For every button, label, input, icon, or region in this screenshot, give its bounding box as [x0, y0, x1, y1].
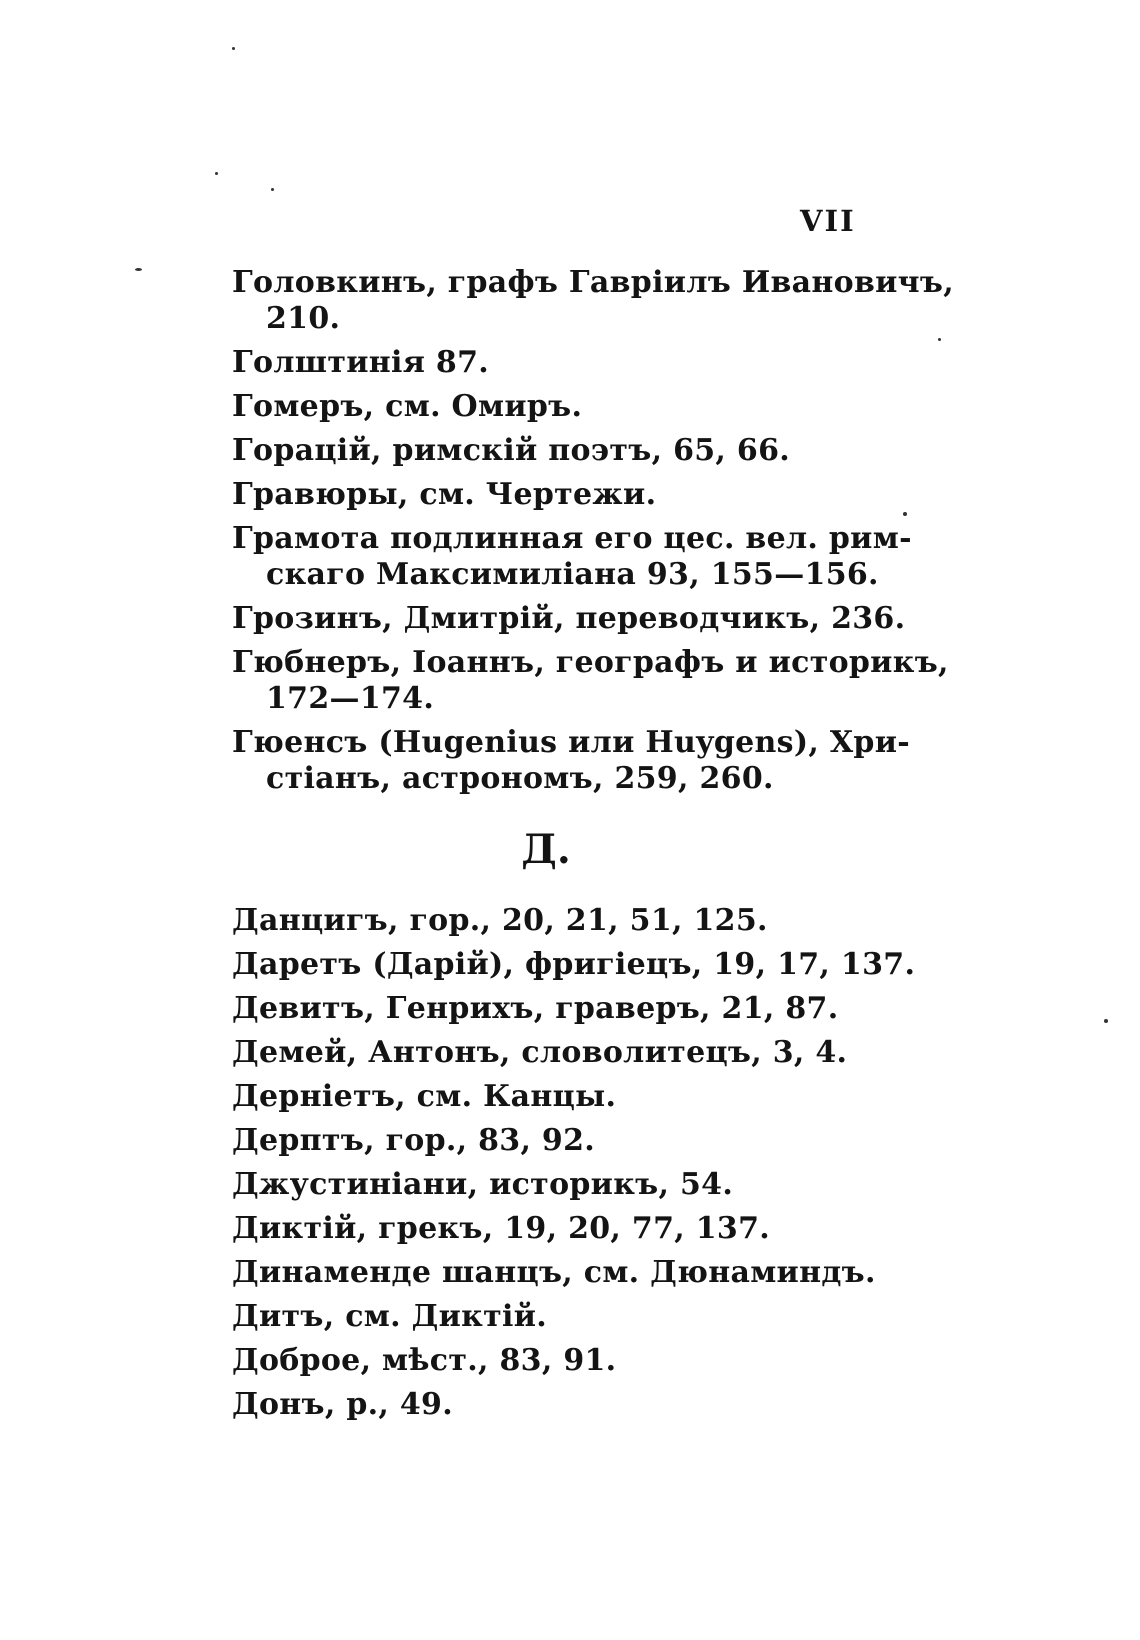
scan-speck [271, 188, 274, 191]
scan-speck [1104, 1019, 1108, 1023]
index-entry [232, 1387, 860, 1423]
index-entry [232, 345, 860, 381]
entry-line: Дитъ, см. Диктій. [232, 1299, 548, 1334]
entry-line: Демей, Антонъ, словолитецъ, 3, 4. [232, 1035, 848, 1070]
entry-line: Гравюры, см. Чертежи. [232, 477, 657, 512]
section-heading: Д. [521, 826, 571, 873]
index-entry [232, 389, 860, 425]
entry-line: Доброе, мѣст., 83, 91. [232, 1343, 617, 1378]
index-entries [232, 265, 954, 1431]
index-entry [232, 1079, 860, 1115]
index-entry [232, 521, 912, 593]
entry-line: Данцигъ, гор., 20, 21, 51, 125. [232, 903, 768, 938]
entry-line: Гюбнеръ, Іоаннъ, географъ и историкъ, [232, 645, 949, 680]
page-number: VII [800, 204, 856, 238]
entry-line: Динаменде шанцъ, см. Дюнаминдъ. [232, 1255, 876, 1290]
entry-line: Грамота подлинная его цес. вел. рим- [232, 521, 912, 556]
index-entry [232, 1211, 860, 1247]
index-entry [232, 1035, 860, 1071]
entry-line: Гюенсъ (Hugenius или Huygens), Хри- [232, 725, 910, 760]
entry-line: Джустиніани, историкъ, 54. [232, 1167, 734, 1202]
entry-continuation: 210. [266, 301, 341, 336]
index-entry [232, 903, 860, 939]
index-entry [232, 645, 949, 717]
entry-line: Девитъ, Генрихъ, граверъ, 21, 87. [232, 991, 839, 1026]
index-entry [232, 947, 916, 983]
scan-speck [215, 172, 218, 175]
entry-line: Голштинія 87. [232, 345, 490, 380]
index-entry [232, 265, 954, 337]
entry-line: Донъ, р., 49. [232, 1387, 453, 1422]
index-entry [232, 991, 860, 1027]
index-entry [232, 1167, 860, 1203]
scan-speck [135, 268, 142, 271]
index-entry [232, 477, 860, 513]
entry-line: Гомеръ, см. Омиръ. [232, 389, 583, 424]
scan-speck [938, 338, 941, 341]
scan-speck [903, 512, 907, 516]
entry-line: Грозинъ, Дмитрій, переводчикъ, 236. [232, 601, 906, 636]
index-entry [232, 725, 910, 797]
entry-line: Диктій, грекъ, 19, 20, 77, 137. [232, 1211, 771, 1246]
index-entry [232, 601, 906, 637]
entry-line: Дерптъ, гор., 83, 92. [232, 1123, 596, 1158]
index-entry [232, 1123, 860, 1159]
index-entry [232, 1343, 860, 1379]
entry-continuation: стіанъ, астрономъ, 259, 260. [266, 761, 774, 796]
entry-line: Даретъ (Дарій), фригіецъ, 19, 17, 137. [232, 947, 916, 982]
entry-line: Горацій, римскій поэтъ, 65, 66. [232, 433, 791, 468]
index-entry [232, 433, 860, 469]
entry-continuation: скаго Максимиліана 93, 155—156. [266, 557, 879, 592]
index-entry [232, 1255, 876, 1291]
entry-line: Головкинъ, графъ Гавріилъ Ивановичъ, [232, 265, 954, 300]
scan-speck [232, 47, 235, 50]
index-entry [232, 1299, 860, 1335]
entry-continuation: 172—174. [266, 681, 435, 716]
entry-line: Дерніетъ, см. Канцы. [232, 1079, 617, 1114]
